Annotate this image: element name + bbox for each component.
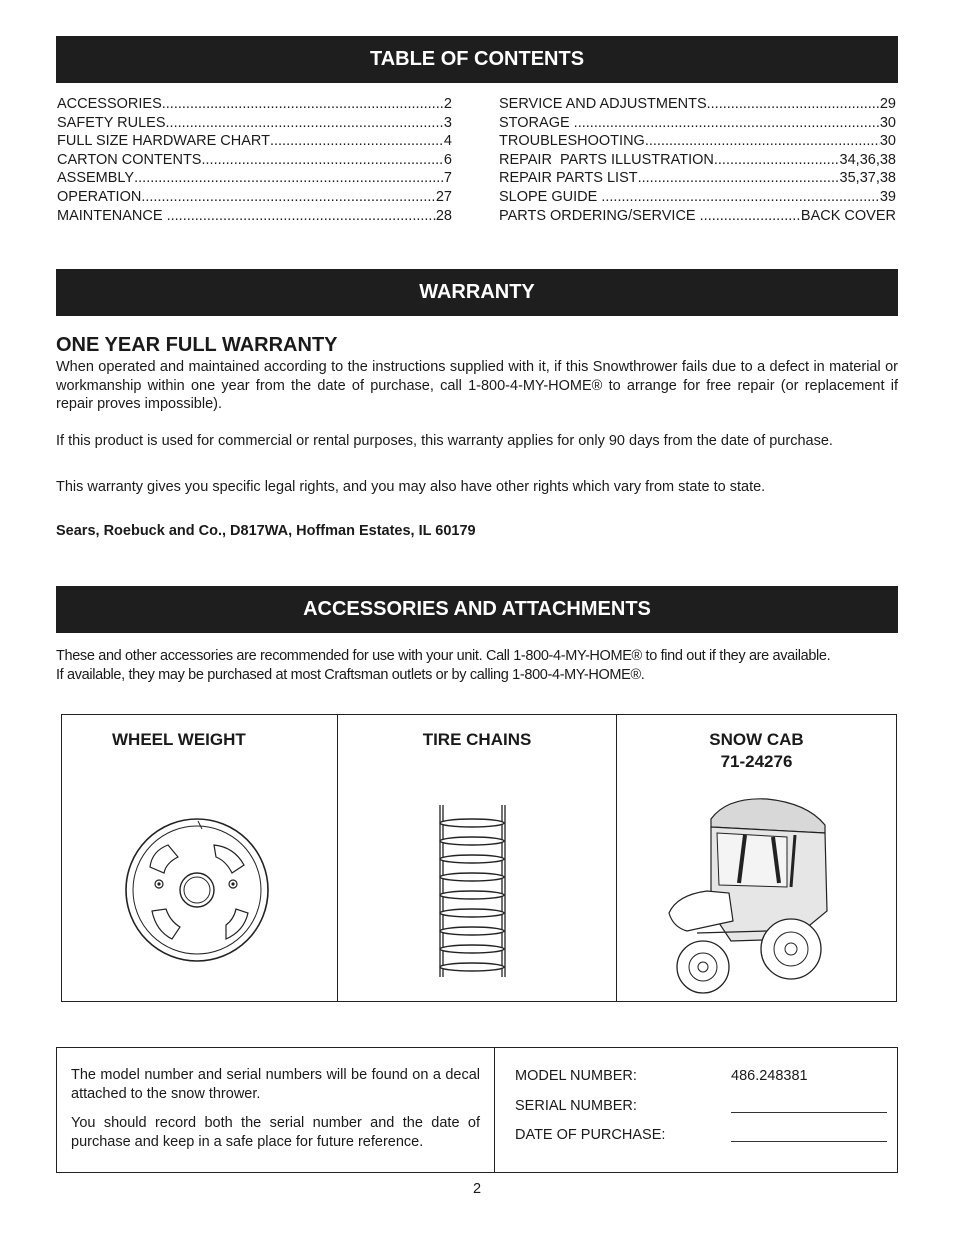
toc-entry[interactable]: FULL SIZE HARDWARE CHART ..... 4: [57, 132, 452, 151]
toc-entry[interactable]: PARTS ORDERING/SERVICE ..... BACK COVER: [499, 207, 896, 226]
page-number: 2: [472, 1181, 482, 1197]
accessory-snow-cab[interactable]: [616, 715, 896, 1001]
toc-entry[interactable]: CARTON CONTENTS ..... 6: [57, 151, 452, 170]
toc-entry[interactable]: SLOPE GUIDE ..... 39: [499, 188, 896, 207]
model-number-value: 486.248381: [731, 1068, 808, 1084]
toc-entry[interactable]: STORAGE ..... 30: [499, 114, 896, 133]
model-serial-record-box: [56, 1047, 898, 1173]
toc-entry[interactable]: MAINTENANCE ..... 28: [57, 207, 452, 226]
toc-entry[interactable]: SAFETY RULES ..... 3: [57, 114, 452, 133]
toc-left-column: [57, 95, 452, 225]
date-of-purchase-row: DATE OF PURCHASE:: [515, 1127, 887, 1143]
record-fields: [495, 1048, 897, 1172]
toc-right-column: [499, 95, 896, 225]
warranty-paragraph: When operated and maintained according to the instructions supplied with it, if this Snowthrower fails due to a defect in material or workmanship within one year from the date of purchase, call 1-800-4-MY-HOME® to arrange for free repair (or replacement if repair proves impossible).: [56, 359, 898, 412]
tire-chains-icon: [434, 801, 514, 981]
toc-entry[interactable]: TROUBLESHOOTING ..... 30: [499, 132, 896, 151]
warranty-address: Sears, Roebuck and Co., D817WA, Hoffman Estates, IL 60179: [56, 523, 476, 539]
accessory-name: TIRE CHAINS: [422, 730, 532, 749]
accessories-intro: These and other accessories are recommended for use with your unit. Call 1-800-4-MY-HOME® to find out if they are available. If available, they may be purchased at most Craftsman outlets or by calling 1-800-4-MY-HOME®.: [56, 648, 831, 683]
snow-cab-icon: [667, 791, 847, 1001]
toc-entry[interactable]: SERVICE AND ADJUSTMENTS ..... 29: [499, 95, 896, 114]
warranty-paragraph: If this product is used for commercial or rental purposes, this warranty applies for only 90 days from the date of purchase.: [56, 433, 833, 449]
date-of-purchase-field[interactable]: [731, 1127, 887, 1142]
toc-entry[interactable]: ACCESSORIES ..... 2: [57, 95, 452, 114]
accessory-wheel-weight[interactable]: [62, 715, 337, 1001]
warranty-heading: WARRANTY: [56, 269, 898, 316]
accessories-table: [61, 714, 897, 1002]
warranty-subheading: ONE YEAR FULL WARRANTY: [56, 334, 338, 356]
toc-entry[interactable]: REPAIR PARTS LIST ..... 35,37,38: [499, 169, 896, 188]
record-instructions: The model number and serial numbers will be found on a decal attached to the snow thrower. You should record both the serial number and the date of purchase and keep in a safe place for future reference.: [57, 1048, 495, 1172]
wheel-weight-icon: [122, 815, 272, 965]
toc-entry[interactable]: OPERATION ..... 27: [57, 188, 452, 207]
accessory-name: SNOW CAB 71-24276: [709, 730, 804, 771]
toc-entry[interactable]: ASSEMBLY ..... 7: [57, 169, 452, 188]
serial-number-field[interactable]: [731, 1098, 887, 1113]
model-number-row: MODEL NUMBER: 486.248381: [515, 1068, 887, 1084]
toc-entry[interactable]: REPAIR PARTS ILLUSTRATION ..... 34,36,38: [499, 151, 896, 170]
accessories-heading: ACCESSORIES AND ATTACHMENTS: [56, 586, 898, 633]
accessory-tire-chains[interactable]: [337, 715, 616, 1001]
warranty-paragraph: This warranty gives you specific legal rights, and you may also have other rights which vary from state to state.: [56, 479, 766, 495]
serial-number-row: SERIAL NUMBER:: [515, 1098, 887, 1114]
toc-heading: TABLE OF CONTENTS: [56, 36, 898, 83]
accessory-name: WHEEL WEIGHT: [112, 730, 246, 749]
